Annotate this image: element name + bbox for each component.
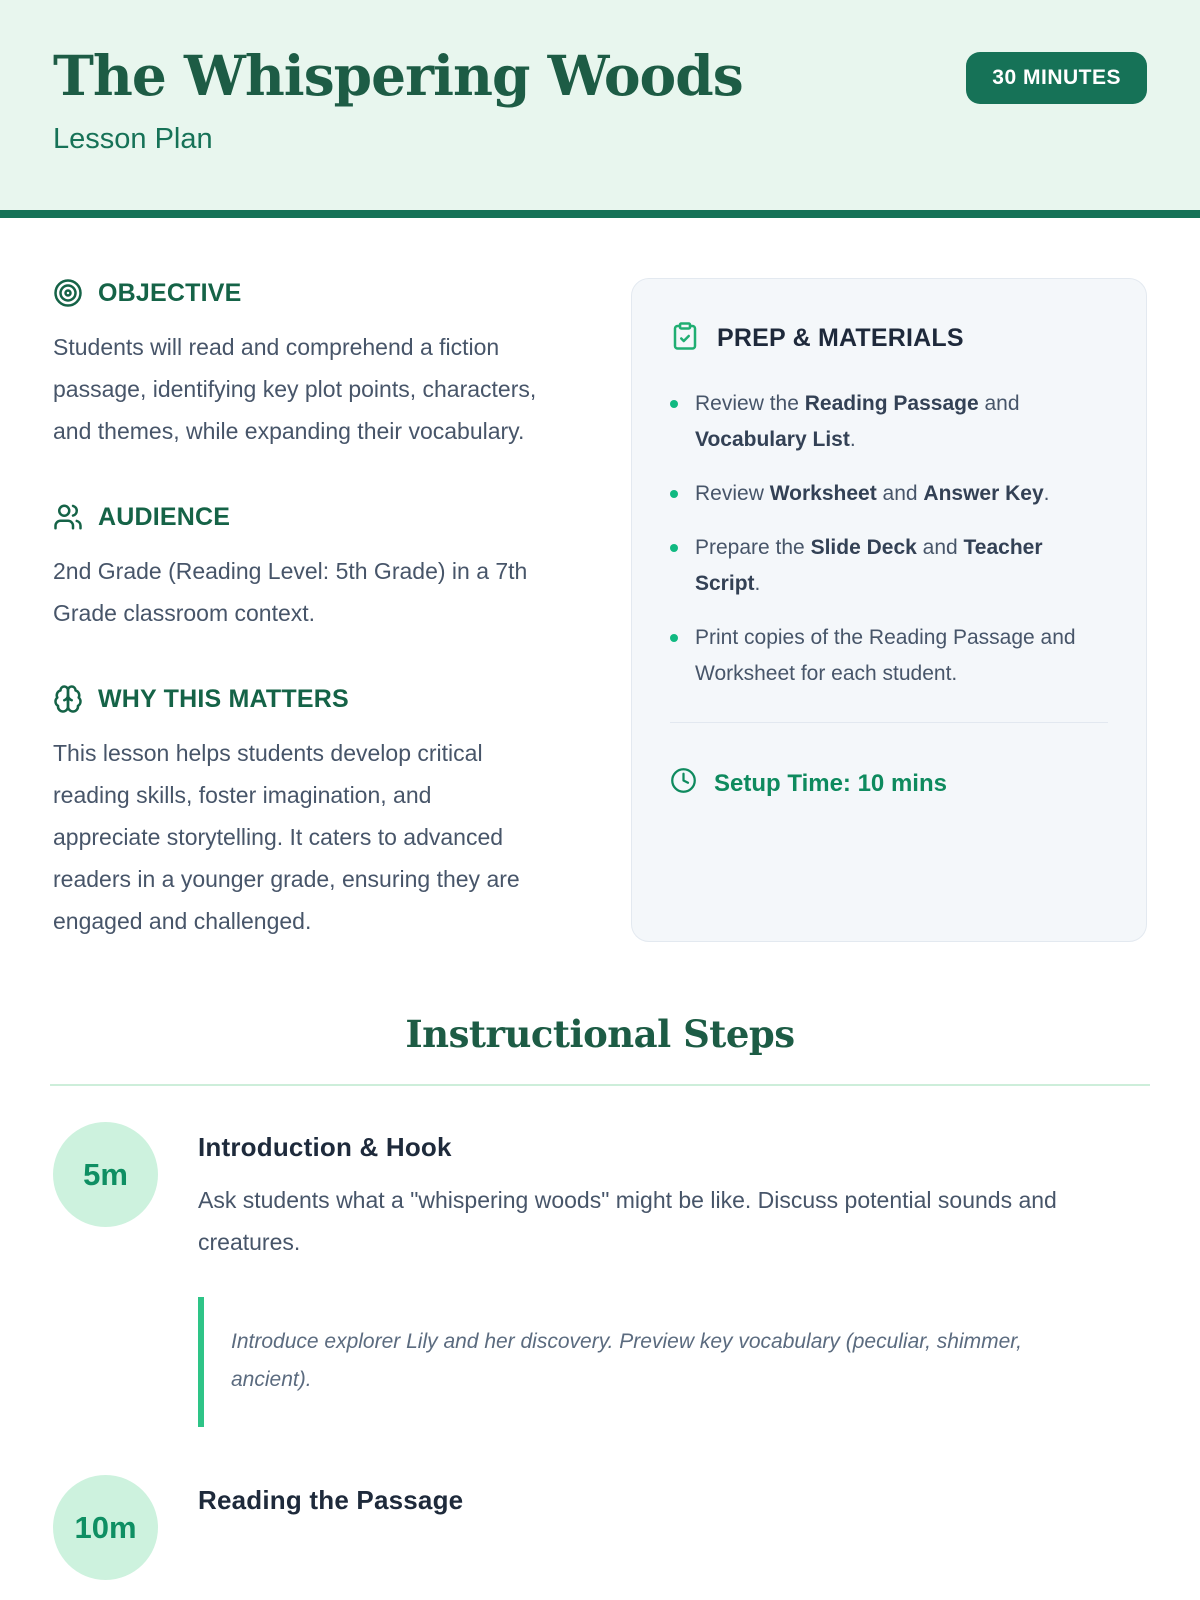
- step-row: [0, 1122, 1200, 1427]
- steps-divider: [50, 1084, 1150, 1086]
- lesson-body: [0, 278, 1200, 1580]
- lesson-header: [0, 0, 1200, 218]
- header-titles: [53, 44, 743, 156]
- prep-list-item: [670, 530, 1108, 602]
- users-icon: [53, 502, 83, 532]
- page-title: The Whispering Woods: [53, 43, 743, 108]
- prep-materials-list: [670, 386, 1108, 692]
- step-duration-badge: 5m: [53, 1122, 158, 1227]
- prep-item-text: Prepare the Slide Deck and Teacher Script.: [695, 536, 1043, 595]
- step-title: Reading the Passage: [198, 1485, 464, 1515]
- target-icon: [53, 278, 83, 308]
- setup-icon-slot: [670, 767, 697, 801]
- overview-section: [0, 278, 1200, 942]
- prep-list-item: [670, 620, 1108, 692]
- section-body: 2nd Grade (Reading Level: 5th Grade) in a 7th Grade classroom context.: [53, 558, 528, 626]
- prep-materials-heading-row: [670, 321, 1108, 356]
- bullet-dot: [670, 544, 678, 552]
- instructional-steps-heading: Instructional Steps: [405, 1012, 795, 1056]
- setup-time-label: Setup Time: 10 mins: [714, 770, 947, 797]
- section-heading: AUDIENCE: [98, 502, 231, 531]
- step-description: Ask students what a "whispering woods" might be like. Discuss potential sounds and creatures.: [198, 1187, 1057, 1255]
- card-divider: [670, 722, 1108, 723]
- prep-list-item: [670, 476, 1108, 512]
- section-heading-row: [53, 278, 585, 308]
- step-content: [198, 1475, 463, 1580]
- section-heading-row: [53, 502, 585, 532]
- overview-left-column: [53, 278, 585, 942]
- brain-icon: [53, 684, 83, 714]
- step-row: [0, 1475, 1200, 1580]
- prep-materials-card: [631, 278, 1147, 942]
- duration-badge: 30 MINUTES: [966, 52, 1147, 104]
- bullet-dot: [670, 400, 678, 408]
- prep-item-text: Review Worksheet and Answer Key.: [695, 482, 1050, 505]
- step-duration-badge: 10m: [53, 1475, 158, 1580]
- section-heading: OBJECTIVE: [98, 278, 242, 307]
- section-heading-row: [53, 684, 585, 714]
- section-heading: WHY THIS MATTERS: [98, 684, 349, 713]
- setup-time-row: [670, 767, 1108, 801]
- teacher-note: Introduce explorer Lily and her discovery. Preview key vocabulary (peculiar, shimmer, ancient).: [198, 1297, 1048, 1427]
- clipboard-check-icon: [670, 321, 700, 351]
- prep-icon-slot: [670, 321, 700, 356]
- step-content: [198, 1122, 1118, 1427]
- steps-list: [0, 1122, 1200, 1580]
- section-body: Students will read and comprehend a fiction passage, identifying key plot points, characters, and themes, while expanding their vocabulary.: [53, 334, 537, 444]
- prep-list-item: [670, 386, 1108, 458]
- instructional-steps-section: [0, 1012, 1200, 1580]
- section-body: This lesson helps students develop critical reading skills, foster imagination, and appreciate storytelling. It caters to advanced readers in a younger grade, ensuring they are engaged and challenged.: [53, 740, 520, 934]
- prep-item-text: Print copies of the Reading Passage and Worksheet for each student.: [695, 626, 1076, 685]
- bullet-dot: [670, 490, 678, 498]
- overview-section-audience: [53, 502, 585, 634]
- bullet-dot: [670, 634, 678, 642]
- overview-section-objective: [53, 278, 585, 452]
- clock-icon: [670, 767, 697, 794]
- prep-materials-heading: PREP & MATERIALS: [717, 324, 964, 352]
- overview-section-why-this-matters: [53, 684, 585, 942]
- prep-item-text: Review the Reading Passage and Vocabulary List.: [695, 392, 1020, 451]
- step-title: Introduction & Hook: [198, 1132, 452, 1162]
- page-subtitle: Lesson Plan: [53, 123, 213, 155]
